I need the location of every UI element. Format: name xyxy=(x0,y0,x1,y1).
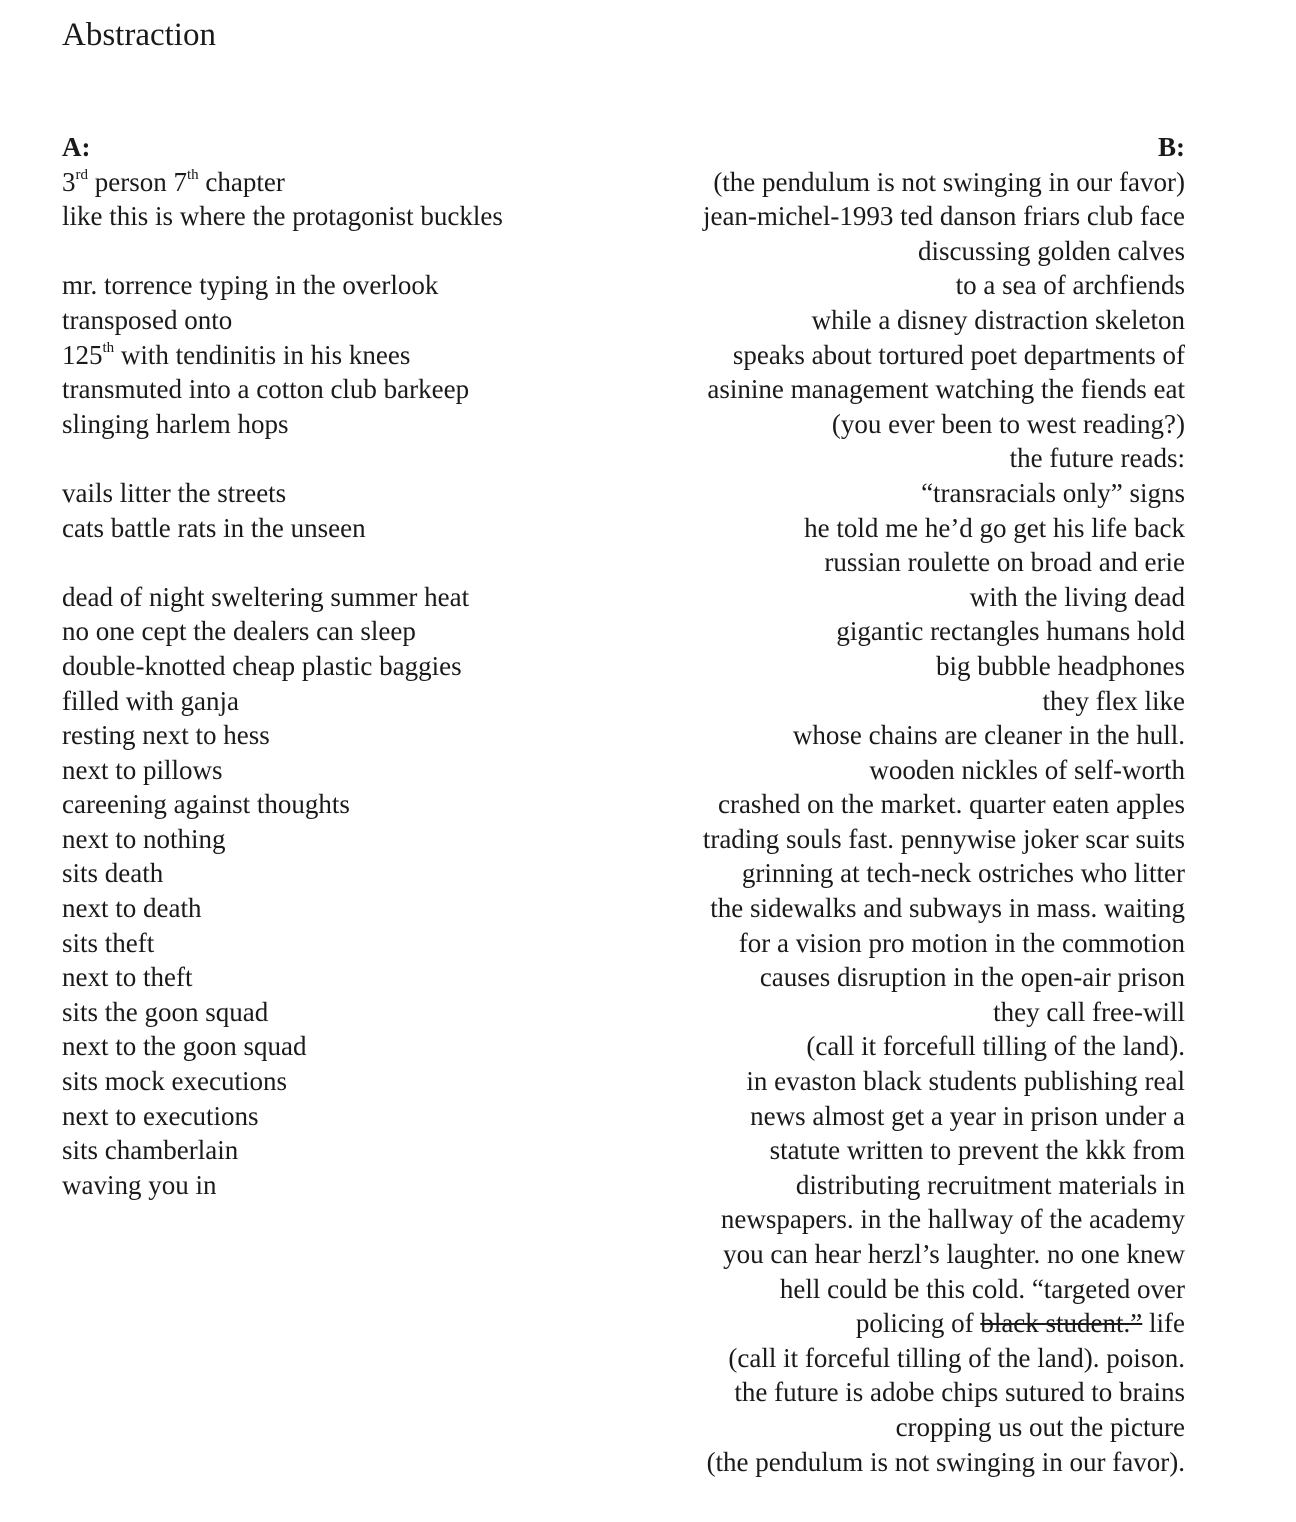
poem-line: next to theft xyxy=(62,962,193,993)
poem-line: transposed onto xyxy=(62,304,233,335)
poem-line: next to executions xyxy=(62,1100,259,1131)
poem-line: vails litter the streets xyxy=(62,477,287,508)
poem-line: sits theft xyxy=(62,927,155,958)
column-b xyxy=(560,130,1185,1479)
poem-line: the future is adobe chips sutured to brains xyxy=(734,1377,1185,1408)
poem-line: mr. torrence typing in the overlook xyxy=(62,270,439,301)
struck-text: black student.” xyxy=(980,1308,1143,1339)
poem-line: newspapers. in the hallway of the academy xyxy=(720,1204,1185,1235)
poem-line: distributing recruitment materials in xyxy=(795,1169,1185,1200)
poem-line: they call free-will xyxy=(993,996,1185,1027)
column-b-heading: B: xyxy=(1158,132,1185,162)
poem-line: 3rd person 7th chapter xyxy=(62,166,285,197)
poem-line: wooden nickles of self-worth xyxy=(869,754,1185,785)
poem-line: next to the goon squad xyxy=(62,1031,307,1062)
poem-line: cats battle rats in the unseen xyxy=(62,512,366,543)
poem-line: trading souls fast. pennywise joker scar suits xyxy=(702,823,1185,854)
column-a xyxy=(62,130,622,1202)
poem-line: sits death xyxy=(62,858,164,889)
poem-line: statute written to prevent the kkk from xyxy=(769,1135,1185,1166)
poem-line: russian roulette on broad and erie xyxy=(824,547,1185,578)
poem-line: “transracials only” signs xyxy=(921,477,1185,508)
poem-line: sits the goon squad xyxy=(62,996,269,1027)
poem-line: transmuted into a cotton club barkeep xyxy=(62,374,470,405)
poem-line: filled with ganja xyxy=(62,685,239,716)
poem-line: causes disruption in the open-air prison xyxy=(759,962,1185,993)
poem-line: discussing golden calves xyxy=(918,235,1185,266)
poem-line: whose chains are cleaner in the hull. xyxy=(792,720,1185,751)
poem-line: next to death xyxy=(62,893,202,924)
poem-line: next to nothing xyxy=(62,823,226,854)
poem-line: with the living dead xyxy=(969,581,1185,612)
poem-line: news almost get a year in prison under a xyxy=(750,1100,1185,1131)
poem-line: cropping us out the picture xyxy=(895,1411,1185,1442)
stanza-break xyxy=(62,234,622,269)
stanza-break xyxy=(62,545,622,580)
poem-line: double-knotted cheap plastic baggies xyxy=(62,650,462,681)
poem-line: speaks about tortured poet departments of xyxy=(732,339,1185,370)
poem-line: asinine management watching the fiends eat xyxy=(707,374,1185,405)
poem-line: sits mock executions xyxy=(62,1066,287,1097)
poem-line: while a disney distraction skeleton xyxy=(811,304,1185,335)
poem-line: next to pillows xyxy=(62,754,223,785)
poem-line: to a sea of archfiends xyxy=(955,270,1185,301)
poem-line: (the pendulum is not swinging in our favor). xyxy=(706,1446,1185,1477)
poem-line: hell could be this cold. “targeted over xyxy=(779,1273,1185,1304)
poem-line: the future reads: xyxy=(1009,443,1185,474)
poem-line: gigantic rectangles humans hold xyxy=(836,616,1185,647)
poem-line: no one cept the dealers can sleep xyxy=(62,616,416,647)
poem-line: jean-michel-1993 ted danson friars club face xyxy=(702,201,1185,232)
poem-line: careening against thoughts xyxy=(62,789,350,820)
poem-line: (the pendulum is not swinging in our favor) xyxy=(713,166,1185,197)
poem-line: you can hear herzl’s laughter. no one knew xyxy=(723,1239,1185,1269)
poem-line: he told me he’d go get his life back xyxy=(804,512,1185,543)
poem-line: slinging harlem hops xyxy=(62,408,289,439)
poem-line: (you ever been to west reading?) xyxy=(831,408,1185,439)
column-a-heading: A: xyxy=(62,132,91,162)
poem-title: Abstraction xyxy=(62,17,216,53)
poem-line: the sidewalks and subways in mass. waiting xyxy=(710,893,1185,924)
poem-line: they flex like xyxy=(1042,685,1185,716)
poem-line: for a vision pro motion in the commotion xyxy=(738,927,1185,958)
poem-line: dead of night sweltering summer heat xyxy=(62,581,470,612)
poem-line: sits chamberlain xyxy=(62,1135,239,1166)
poem-line: in evaston black students publishing real xyxy=(746,1066,1185,1097)
poem-line: big bubble headphones xyxy=(936,650,1185,681)
poem-line: like this is where the protagonist buckles xyxy=(62,201,503,232)
poem-line: 125th with tendinitis in his knees xyxy=(62,339,411,370)
poem-line: (call it forceful tilling of the land). poison. xyxy=(728,1342,1185,1373)
poem-line: (call it forcefull tilling of the land). xyxy=(806,1031,1185,1062)
poem-line: crashed on the market. quarter eaten apples xyxy=(717,789,1185,820)
poem-line: resting next to hess xyxy=(62,720,270,751)
stanza-break xyxy=(62,441,622,476)
poem-line: waving you in xyxy=(62,1169,217,1200)
poem-line: policing of black student.” life xyxy=(855,1308,1185,1339)
poem-line: grinning at tech-neck ostriches who litter xyxy=(741,858,1185,889)
